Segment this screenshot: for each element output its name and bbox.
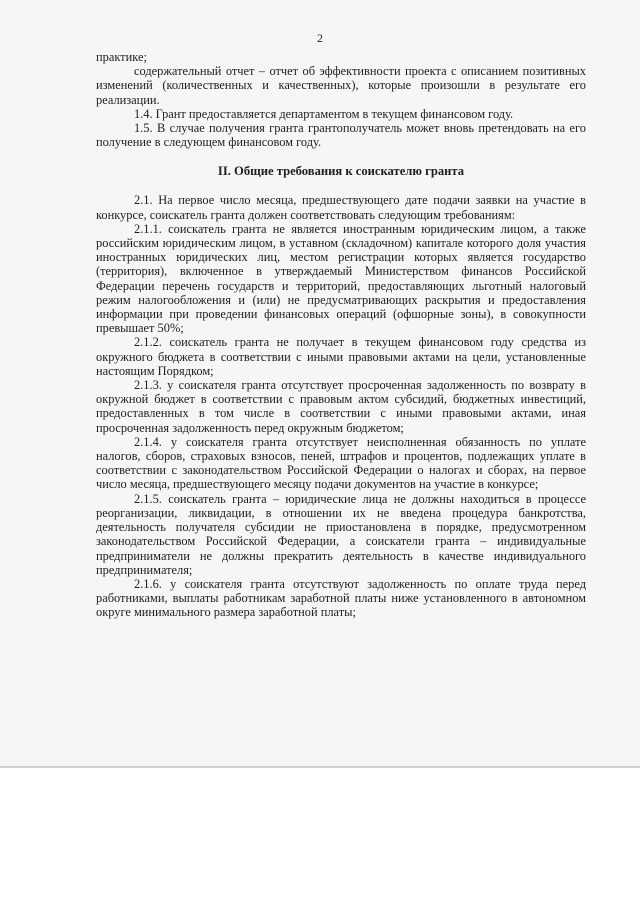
paragraph-content-report: содержательный отчет – отчет об эффективности проекта с описанием позитивных изменений (количественных и качественных), которые произошли в результате его реализации.: [96, 64, 586, 107]
paragraph-2-1-2: 2.1.2. соискатель гранта не получает в текущем финансовом году средства из окружного бюджета в соответствии с иными правовыми актами на цели, установленные настоящим Порядком;: [96, 335, 586, 378]
paragraph-2-1-4: 2.1.4. у соискателя гранта отсутствует неисполненная обязанность по уплате налогов, сборов, страховых взносов, пеней, штрафов и процентов, подлежащих уплате в соответствии с законодательством Российской Федерации о налогах и сборах, на первое число месяца, предшествующего месяцу подачи документов на участие в конкурсе;: [96, 434, 586, 492]
paragraph-2-1-6: 2.1.6. у соискателя гранта отсутствуют задолженность по оплате труда перед работниками, выплаты работникам заработной платы ниже установленного в автономном округе минимального размера заработной платы;: [96, 576, 586, 620]
section-heading: II. Общие требования к соискателю гранта: [217, 164, 465, 179]
document-body: [96, 50, 586, 620]
paragraph-2-1-3: 2.1.3. у соискателя гранта отсутствует просроченная задолженность по возврату в окружной бюджет в соответствии с правовым актом субсидий, бюджетных инвестиций, предоставленных в том числе в соответствии с иными правовыми актами, иная просроченная задолженность перед окружным бюджетом;: [96, 378, 586, 435]
paragraph-2-1: 2.1. На первое число месяца, предшествующего дате подачи заявки на участие в конкурсе, соискатель гранта должен соответствовать следующим требованиям:: [96, 193, 586, 222]
paragraph-2-1-5: 2.1.5. соискатель гранта – юридические лица не должны находиться в процессе реорганизации, ликвидации, в отношении их не введена процедура банкротства, деятельность получателя субсидии не приостановлена в порядке, предусмотренном законодательством Российской Федерации, а соискатели гранта – индивидуальные предприниматели не должны прекратить деятельность в качестве индивидуального предпринимателя;: [96, 491, 586, 577]
paragraph-continuation: практике;: [96, 50, 147, 64]
page-number: 2: [317, 31, 323, 45]
paragraph-2-1-1: 2.1.1. соискатель гранта не является иностранным юридическим лицом, а также российским юридическим лицом, в уставном (складочном) капитале которого доля участия иностранных юридических лиц, местом регистрации которых является государство (территория), включенное в утверждаемый Министерством финансов Российской Федерации перечень государств и территорий, предоставляющих льготный налоговый режим налогообложения и (или) не предусматривающих раскрытия и предоставления информации при проведении финансовых операций (офшорные зоны), в совокупности превышает 50%;: [96, 221, 586, 336]
paragraph-1-4: 1.4. Грант предоставляется департаментом в текущем финансовом году.: [134, 106, 514, 121]
paragraph-1-5: 1.5. В случае получения гранта грантополучатель может вновь претендовать на его получение в следующем финансовом году.: [96, 121, 586, 150]
